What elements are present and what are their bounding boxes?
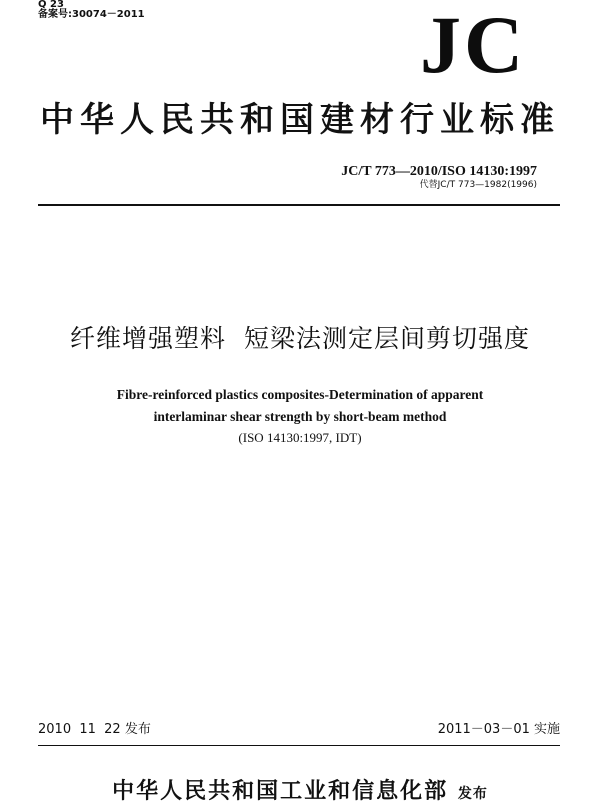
top-divider — [38, 204, 560, 206]
standard-code: JC/T 773—2010/ISO 14130:1997 — [341, 164, 537, 179]
implementation-date: 2011－03－01 实施 — [437, 722, 560, 737]
filing-number: 备案号:30074－2011 — [38, 9, 145, 20]
issue-date: 2010 11 22 发布 — [38, 722, 151, 737]
jc-logo: JC — [420, 0, 527, 90]
publisher-line — [0, 778, 600, 807]
bottom-divider — [38, 745, 560, 746]
publisher-name: 中华人民共和国工业和信息化部 — [112, 778, 449, 804]
iso-equivalence-note: (ISO 14130:1997, IDT) — [238, 430, 362, 445]
document-title-chinese: 纤维增强塑料 短梁法测定层间剪切强度 — [70, 324, 530, 353]
publisher-suffix: 发布 — [457, 786, 488, 802]
document-title-english-line-2: interlaminar shear strength by short-beam method — [153, 409, 447, 424]
classification-code: Q 23 — [38, 0, 64, 10]
replaces-standard: 代替JC/T 773—1982(1996) — [419, 180, 537, 190]
document-title-english-line-1: Fibre-reinforced plastics composites-Determination of apparent — [116, 387, 484, 402]
standard-category-title: 中华人民共和国建材行业标准 — [40, 100, 560, 140]
